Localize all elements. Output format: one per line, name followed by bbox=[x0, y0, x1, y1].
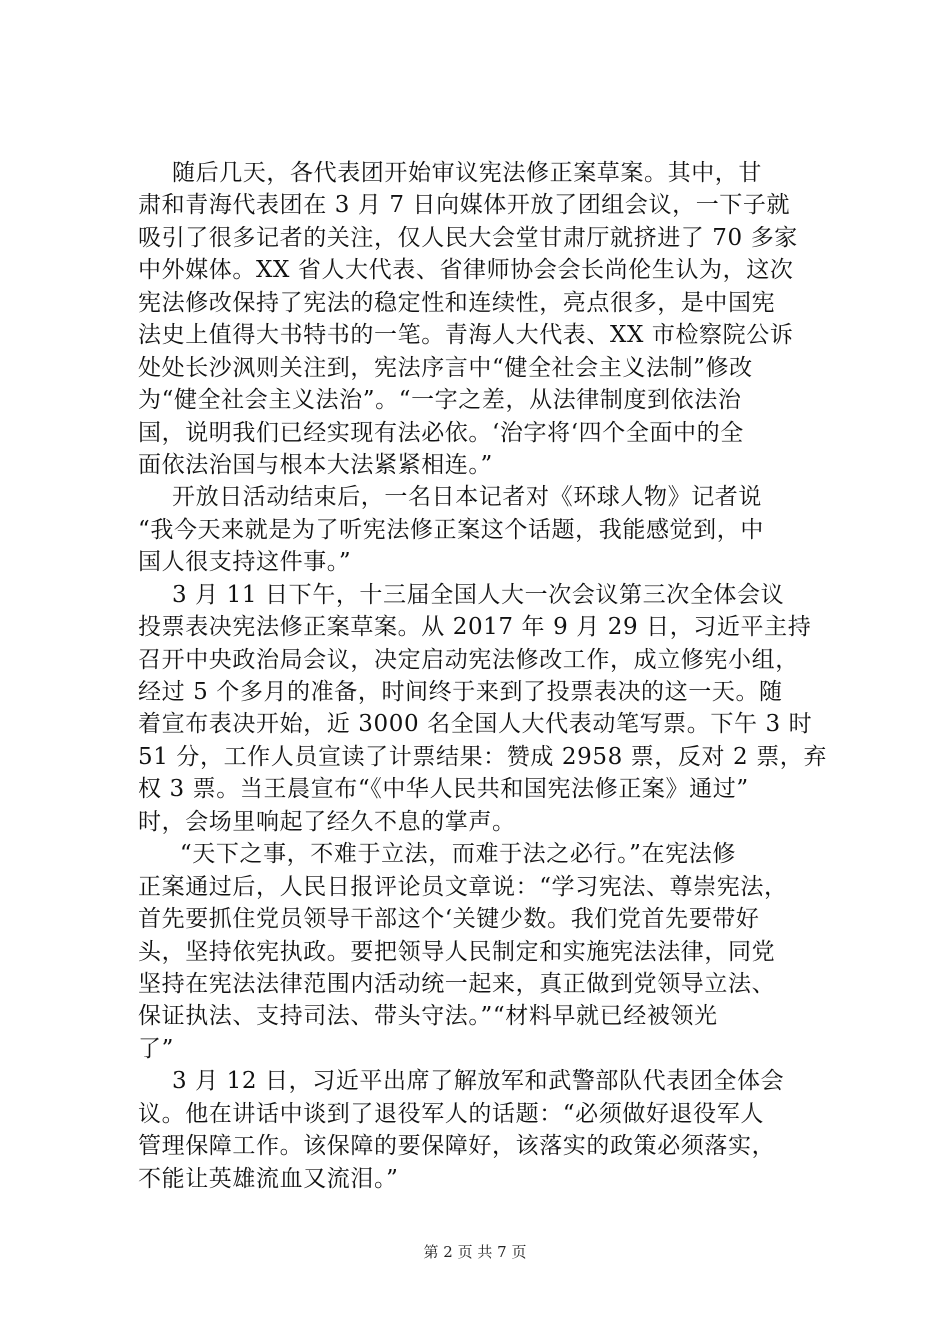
text-line: 权 3 票。当王晨宣布“《中华人民共和国宪法修正案》通过” bbox=[138, 776, 749, 803]
text-line: 国，说明我们已经实现有法必依。‘治字将‘四个全面中的全 bbox=[138, 419, 744, 446]
text-line: 中外媒体。XX 省人大代表、省律师协会会长尚伦生认为，这次 bbox=[138, 257, 794, 284]
paragraph bbox=[138, 838, 826, 1065]
text-line: 宪法修改保持了宪法的稳定性和连续性，亮点很多，是中国宪 bbox=[138, 289, 776, 316]
text-line: 头，坚持依宪执政。要把领导人民制定和实施宪法法律，同党 bbox=[138, 938, 776, 965]
text-line: 国人很支持这件事。” bbox=[138, 549, 352, 576]
text-line: 保证执法、支持司法、带头守法。”“材料早就已经被领光 bbox=[138, 1003, 718, 1030]
text-line: 召开中央政治局会议，决定启动宪法修改工作，成立修宪小组， bbox=[138, 646, 799, 673]
text-line: 正案通过后，人民日报评论员文章说：“学习宪法、尊崇宪法， bbox=[138, 873, 788, 900]
text-line: “我今天来就是为了听宪法修正案这个话题，我能感觉到，中 bbox=[138, 516, 764, 543]
text-line: 着宣布表决开始，近 3000 名全国人大代表动笔写票。下午 3 时 bbox=[138, 711, 813, 738]
text-line: 随后几天，各代表团开始审议宪法修正案草案。其中，甘 bbox=[172, 160, 762, 186]
text-line: 了” bbox=[138, 1035, 174, 1062]
text-line: 吸引了很多记者的关注，仅人民大会堂甘肃厅就挤进了 70 多家 bbox=[138, 224, 798, 251]
text-line: 时，会场里响起了经久不息的掌声。 bbox=[138, 808, 516, 835]
text-line: 法史上值得大书特书的一笔。青海人大代表、XX 市检察院公诉 bbox=[138, 322, 794, 349]
text-line: 面依法治国与根本大法紧紧相连。” bbox=[138, 451, 493, 478]
text-line: 开放日活动结束后，一名日本记者对《环球人物》记者说 bbox=[172, 484, 762, 511]
page-number-footer: 第 2 页 共 7 页 bbox=[423, 1243, 527, 1261]
text-line: 3 月 12 日，习近平出席了解放军和武警部队代表团全体会 bbox=[172, 1068, 785, 1095]
text-line: 不能让英雄流血又流泪。” bbox=[138, 1165, 399, 1192]
text-line: 首先要抓住党员领导干部这个‘关键少数。我们党首先要带好 bbox=[138, 906, 760, 933]
text-line: 坚持在宪法法律范围内活动统一起来，真正做到党领导立法、 bbox=[138, 970, 776, 997]
document-body bbox=[138, 157, 826, 1195]
paragraph bbox=[138, 579, 826, 839]
text-line: 3 月 11 日下午，十三届全国人大一次会议第三次全体会议 bbox=[172, 581, 785, 608]
text-line: “天下之事，不难于立法，而难于法之必行。”在宪法修 bbox=[172, 841, 736, 868]
text-line: 为“健全社会主义法治”。“一字之差，从法律制度到依法治 bbox=[138, 387, 742, 414]
paragraph bbox=[138, 1065, 826, 1195]
text-line: 处处长沙沨则关注到，宪法序言中“健全社会主义法制”修改 bbox=[138, 354, 753, 381]
text-line: 议。他在讲话中谈到了退役军人的话题：“必须做好退役军人 bbox=[138, 1100, 764, 1127]
text-line: 肃和青海代表团在 3 月 7 日向媒体开放了团组会议，一下子就 bbox=[138, 192, 791, 219]
text-line: 管理保障工作。该保障的要保障好，该落实的政策必须落实， bbox=[138, 1133, 776, 1160]
text-line: 经过 5 个多月的准备，时间终于来到了投票表决的这一天。随 bbox=[138, 679, 783, 705]
text-line: 投票表决宪法修正案草案。从 2017 年 9 月 29 日，习近平主持 bbox=[138, 614, 812, 641]
paragraph bbox=[138, 157, 826, 481]
paragraph bbox=[138, 481, 826, 578]
text-line: 51 分，工作人员宣读了计票结果：赞成 2958 票，反对 2 票，弃 bbox=[138, 743, 827, 770]
